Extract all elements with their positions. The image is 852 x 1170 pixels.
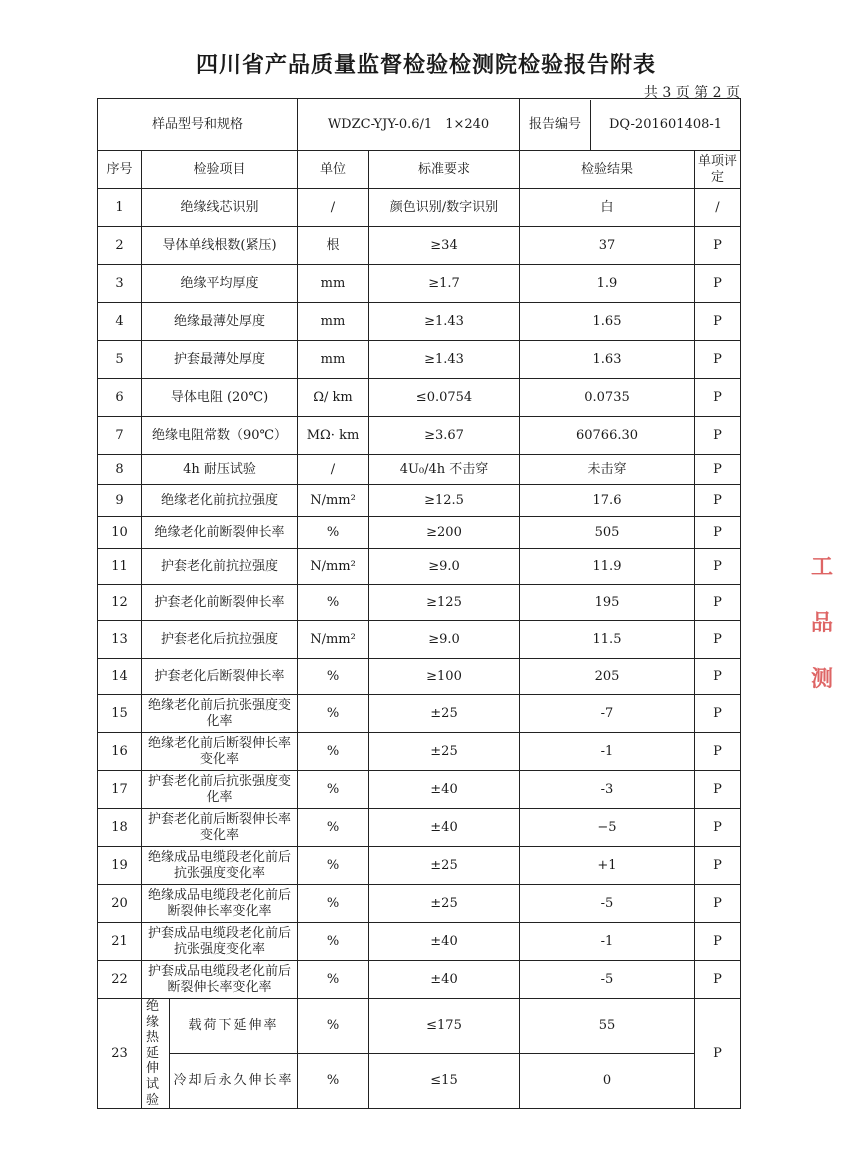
table-row — [98, 733, 741, 771]
row-unit: mm — [298, 341, 369, 379]
row-unit: 根 — [298, 227, 369, 265]
row-item: 载荷下延伸率 — [170, 999, 298, 1054]
row-unit: % — [298, 771, 369, 809]
row-item: 绝缘平均厚度 — [142, 265, 298, 303]
row-item: 导体电阻 (20℃) — [142, 379, 298, 417]
row-no: 13 — [98, 621, 142, 659]
row-no: 2 — [98, 227, 142, 265]
row-item: 护套老化前后抗张强度变化率 — [142, 771, 298, 809]
report-no-value: DQ-201601408-1 — [608, 116, 723, 132]
row-result: -1 — [520, 733, 695, 771]
row-evaluation: P — [695, 455, 741, 485]
row-result: 17.6 — [520, 485, 695, 517]
col-unit-header: 单位 — [298, 151, 369, 189]
row-unit: mm — [298, 265, 369, 303]
table-row — [98, 695, 741, 733]
row-no: 21 — [98, 923, 142, 961]
row-evaluation: P — [695, 621, 741, 659]
row-result: 0 — [520, 1054, 695, 1109]
row-no: 20 — [98, 885, 142, 923]
row-evaluation: P — [695, 303, 741, 341]
row-requirement: ≥1.7 — [369, 265, 520, 303]
table-row — [98, 455, 741, 485]
row-requirement: ≥200 — [369, 517, 520, 549]
row-item: 绝缘线芯识别 — [142, 189, 298, 227]
table-row — [98, 485, 741, 517]
row-item: 导体单线根数(紧压) — [142, 227, 298, 265]
table-row — [98, 379, 741, 417]
row-evaluation: P — [695, 659, 741, 695]
row-requirement: ≤175 — [369, 999, 520, 1054]
row-item: 绝缘最薄处厚度 — [142, 303, 298, 341]
row-item: 绝缘老化前抗拉强度 — [142, 485, 298, 517]
row-unit: % — [298, 585, 369, 621]
row-no: 4 — [98, 303, 142, 341]
row-result: 505 — [520, 517, 695, 549]
row-item: 护套最薄处厚度 — [142, 341, 298, 379]
row-result: -1 — [520, 923, 695, 961]
row-item: 护套老化前断裂伸长率 — [142, 585, 298, 621]
row-result: 195 — [520, 585, 695, 621]
row-result: 未击穿 — [520, 455, 695, 485]
row-item: 护套老化后断裂伸长率 — [142, 659, 298, 695]
row-no: 5 — [98, 341, 142, 379]
table-row — [98, 227, 741, 265]
row-requirement: ≤15 — [369, 1054, 520, 1109]
table-row — [98, 517, 741, 549]
row-requirement: ≥1.43 — [369, 341, 520, 379]
row-result: +1 — [520, 847, 695, 885]
row-result: 1.9 — [520, 265, 695, 303]
row-unit: % — [298, 847, 369, 885]
row-requirement: 4U₀/4h 不击穿 — [369, 455, 520, 485]
column-header-row — [98, 151, 741, 189]
table-row — [98, 1054, 741, 1109]
row-result: -5 — [520, 961, 695, 999]
row-unit: % — [298, 999, 369, 1054]
row-requirement: ±40 — [369, 771, 520, 809]
row-no: 3 — [98, 265, 142, 303]
row-evaluation: P — [695, 961, 741, 999]
row-result: 11.5 — [520, 621, 695, 659]
row-unit: % — [298, 659, 369, 695]
col-eval-header: 单项评定 — [695, 151, 741, 189]
row-item: 绝缘成品电缆段老化前后抗张强度变化率 — [142, 847, 298, 885]
stamp-fragment: 工品测 — [810, 555, 833, 692]
row-requirement: ≥12.5 — [369, 485, 520, 517]
report-title: 四川省产品质量监督检验检测院检验报告附表 — [195, 53, 656, 78]
row-requirement: ±25 — [369, 695, 520, 733]
row-requirement: ≥34 — [369, 227, 520, 265]
row-evaluation: P — [695, 847, 741, 885]
row-no: 17 — [98, 771, 142, 809]
row-unit: MΩ· km — [298, 417, 369, 455]
row-evaluation: P — [695, 417, 741, 455]
row-requirement: ±40 — [369, 961, 520, 999]
table-row — [98, 303, 741, 341]
row-item: 4h 耐压试验 — [142, 455, 298, 485]
row-no: 9 — [98, 485, 142, 517]
table-row — [98, 621, 741, 659]
row-item: 护套老化前抗拉强度 — [142, 549, 298, 585]
sample-label: 样品型号和规格 — [98, 99, 298, 151]
row-item: 绝缘电阻常数（90℃） — [142, 417, 298, 455]
table-row — [98, 885, 741, 923]
row-item: 绝缘老化前后抗张强度变化率 — [142, 695, 298, 733]
row-unit: N/mm² — [298, 621, 369, 659]
row-no: 1 — [98, 189, 142, 227]
row-evaluation: P — [695, 227, 741, 265]
row-item: 护套老化前后断裂伸长率变化率 — [142, 809, 298, 847]
report-table — [97, 98, 741, 1109]
row-no: 11 — [98, 549, 142, 585]
table-row — [98, 417, 741, 455]
row-evaluation: P — [695, 549, 741, 585]
row-requirement: 颜色识别/数字识别 — [369, 189, 520, 227]
row-evaluation: P — [695, 809, 741, 847]
row-requirement: ≥9.0 — [369, 621, 520, 659]
row-result: −5 — [520, 809, 695, 847]
row-requirement: ±25 — [369, 885, 520, 923]
row-unit: % — [298, 885, 369, 923]
row-requirement: ±25 — [369, 733, 520, 771]
row-requirement: ±40 — [369, 809, 520, 847]
col-item-header: 检验项目 — [142, 151, 298, 189]
row-result: 1.63 — [520, 341, 695, 379]
row-no: 22 — [98, 961, 142, 999]
row-no: 14 — [98, 659, 142, 695]
row-result: 1.65 — [520, 303, 695, 341]
report-no-label: 报告编号 — [520, 100, 591, 150]
row-requirement: ≥125 — [369, 585, 520, 621]
row-result: 0.0735 — [520, 379, 695, 417]
row-result: 11.9 — [520, 549, 695, 585]
row-item: 护套老化后抗拉强度 — [142, 621, 298, 659]
table-row — [98, 549, 741, 585]
sample-header-row — [98, 99, 741, 151]
row-result: -7 — [520, 695, 695, 733]
row-unit: % — [298, 961, 369, 999]
row-no: 7 — [98, 417, 142, 455]
row-result: -3 — [520, 771, 695, 809]
row-item: 冷却后永久伸长率 — [170, 1054, 298, 1109]
row-evaluation: P — [695, 771, 741, 809]
row-evaluation: P — [695, 585, 741, 621]
row-unit: / — [298, 455, 369, 485]
row-item: 绝缘老化前断裂伸长率 — [142, 517, 298, 549]
table-row — [98, 923, 741, 961]
col-result-header: 检验结果 — [520, 151, 695, 189]
row-no: 8 — [98, 455, 142, 485]
row-evaluation: P — [695, 885, 741, 923]
row-no: 19 — [98, 847, 142, 885]
row-unit: % — [298, 809, 369, 847]
row-evaluation: P — [695, 485, 741, 517]
row-result: 205 — [520, 659, 695, 695]
row-unit: % — [298, 517, 369, 549]
row-result: 白 — [520, 189, 695, 227]
table-row — [98, 771, 741, 809]
table-row — [98, 847, 741, 885]
row-no: 16 — [98, 733, 142, 771]
row-unit: N/mm² — [298, 485, 369, 517]
row-unit: % — [298, 923, 369, 961]
row-result: 37 — [520, 227, 695, 265]
row-requirement: ≥3.67 — [369, 417, 520, 455]
row-no: 18 — [98, 809, 142, 847]
row-result: -5 — [520, 885, 695, 923]
row-no: 12 — [98, 585, 142, 621]
row-evaluation: P — [695, 733, 741, 771]
page-info: 共 3 页 第 2 页 — [643, 85, 740, 101]
row-requirement: ±25 — [369, 847, 520, 885]
row-unit: % — [298, 733, 369, 771]
row-unit: N/mm² — [298, 549, 369, 585]
row-unit: Ω/ km — [298, 379, 369, 417]
row-evaluation: P — [695, 695, 741, 733]
row-evaluation: P — [695, 517, 741, 549]
col-no-header: 序号 — [98, 151, 142, 189]
row-result: 55 — [520, 999, 695, 1054]
row-evaluation: P — [695, 923, 741, 961]
sample-value: WDZC-YJY-0.6/1 1×240 — [298, 99, 520, 151]
row-no: 10 — [98, 517, 142, 549]
table-row — [98, 189, 741, 227]
row-unit: % — [298, 695, 369, 733]
row-evaluation: P — [695, 265, 741, 303]
row-item: 绝缘成品电缆段老化前后断裂伸长率变化率 — [142, 885, 298, 923]
row-requirement: ≥1.43 — [369, 303, 520, 341]
row-requirement: ±40 — [369, 923, 520, 961]
table-row — [98, 265, 741, 303]
row-no: 23 — [98, 999, 142, 1109]
table-row — [98, 999, 741, 1054]
row-unit: mm — [298, 303, 369, 341]
row-item: 绝缘老化前后断裂伸长率变化率 — [142, 733, 298, 771]
row-requirement: ≤0.0754 — [369, 379, 520, 417]
row-group-label: 绝缘热延伸试验 — [142, 999, 170, 1109]
table-row — [98, 961, 741, 999]
row-evaluation: P — [695, 379, 741, 417]
table-row — [98, 341, 741, 379]
row-unit: / — [298, 189, 369, 227]
row-unit: % — [298, 1054, 369, 1109]
row-item: 护套成品电缆段老化前后断裂伸长率变化率 — [142, 961, 298, 999]
row-evaluation: P — [695, 341, 741, 379]
row-evaluation: / — [695, 189, 741, 227]
col-req-header: 标准要求 — [369, 151, 520, 189]
row-no: 15 — [98, 695, 142, 733]
row-requirement: ≥9.0 — [369, 549, 520, 585]
table-row — [98, 585, 741, 621]
row-no: 6 — [98, 379, 142, 417]
row-requirement: ≥100 — [369, 659, 520, 695]
row-item: 护套成品电缆段老化前后抗张强度变化率 — [142, 923, 298, 961]
row-evaluation: P — [695, 999, 741, 1109]
table-row — [98, 659, 741, 695]
row-result: 60766.30 — [520, 417, 695, 455]
table-row — [98, 809, 741, 847]
